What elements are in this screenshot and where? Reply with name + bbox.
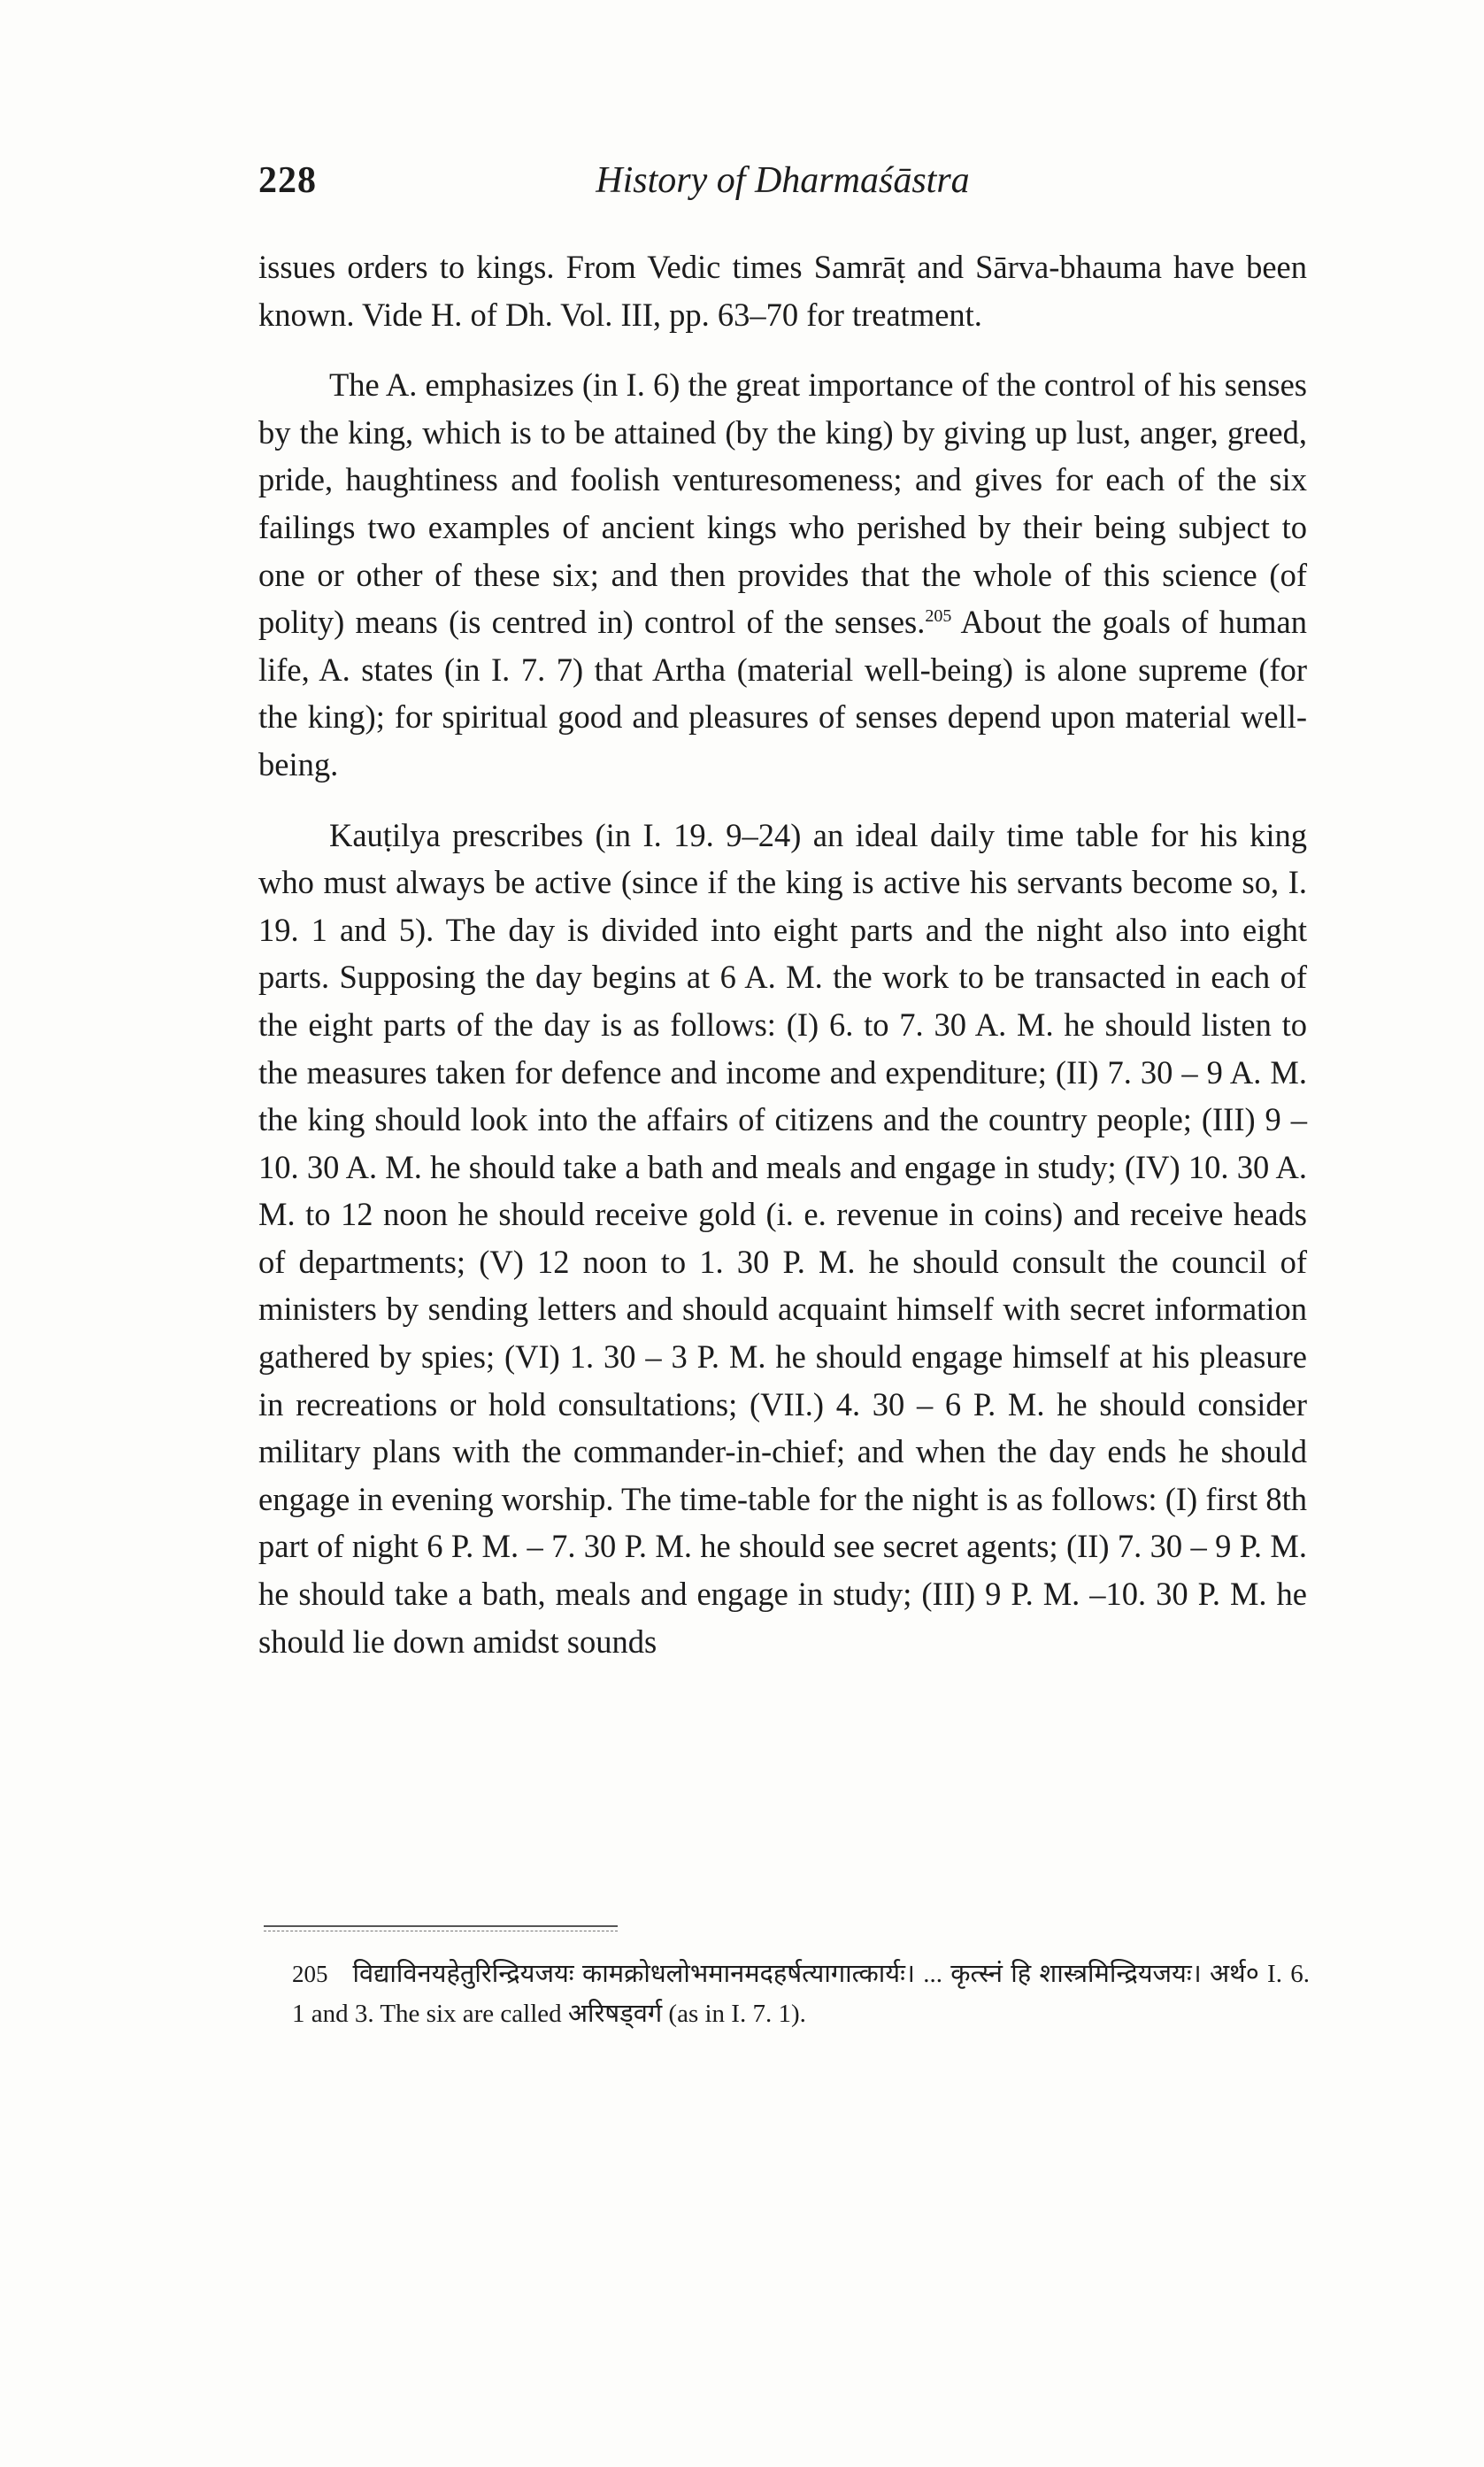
footnote-text: विद्याविनयहेतुरिन्द्रियजयः कामक्रोधलोभमानमदहर्षत्यागात्कार्यः। ... कृत्स्नं हि शास्त्रमिन्द्रियजयः। अर्थ० I. 6. 1 and 3. The six are called अरिषड्वर्ग (as in I. 7. 1). bbox=[292, 1960, 1310, 2028]
footnote-divider bbox=[264, 1925, 618, 1927]
footnote-205 bbox=[292, 1954, 1310, 2034]
running-title: History of Dharmaśāstra bbox=[596, 160, 970, 201]
page-number: 228 bbox=[258, 160, 317, 201]
paragraph-1: issues orders to kings. From Vedic times Samrāṭ and Sārva-bhauma have been known. Vide H. of Dh. Vol. III, pp. 63–70 for treatment. bbox=[258, 249, 1307, 333]
running-head bbox=[258, 159, 1307, 212]
body-text bbox=[258, 243, 1307, 1665]
paragraph-2-part-a: The A. emphasizes (in I. 6) the great importance of the control of his senses by the king, which is to be attained (by the king) by giving up lust, anger, greed, pride, haughtiness and foolish venturesomeness; and gives for each of the six failings two examples of ancient kings who perished by their being subject to one or other of these six; and then provides that the whole of this science (of polity) means (is centred in) control of the senses. bbox=[258, 366, 1307, 641]
footnote-reference: 205 bbox=[925, 606, 952, 626]
paragraph-2-part-b: About the goals of human life, A. states (in I. 7. 7) that Artha (material well-being) is alone supreme (for the king); for spiritual good and pleasures of senses depend upon material well-being. bbox=[258, 604, 1307, 783]
footnote-number: 205 bbox=[292, 1961, 328, 1987]
paragraph-2 bbox=[258, 361, 1307, 788]
paragraph-3: Kauṭilya prescribes (in I. 19. 9–24) an ideal daily time table for his king who must always be active (since if the king is active his servants become so, I. 19. 1 and 5). The day is divided into eight parts and the night also into eight parts. Supposing the day begins at 6 A. M. the work to be transacted in each of the eight parts of the day is as follows: (I) 6. to 7. 30 A. M. he should listen to the measures taken for defence and income and expenditure; (II) 7. 30 – 9 A. M. the king should look into the affairs of citizens and the country people; (III) 9 – 10. 30 A. M. he should take a bath and meals and engage in study; (IV) 10. 30 A. M. to 12 noon he should receive gold (i. e. revenue in coins) and receive heads of departments; (V) 12 noon to 1. 30 P. M. he should consult the council of ministers by sending letters and should acquaint himself with secret information gathered by spies; (VI) 1. 30 – 3 P. M. he should engage himself at his pleasure in recreations or hold consultations; (VII.) 4. 30 – 6 P. M. he should consider military plans with the commander-in-chief; and when the day ends he should engage in evening worship. The time-table for the night is as follows: (I) first 8th part of night 6 P. M. – 7. 30 P. M. he should see secret agents; (II) 7. 30 – 9 P. M. he should take a bath, meals and engage in study; (III) 9 P. M. –10. 30 P. M. he should lie down amidst sounds bbox=[258, 816, 1307, 1660]
footnotes bbox=[292, 1954, 1310, 2034]
